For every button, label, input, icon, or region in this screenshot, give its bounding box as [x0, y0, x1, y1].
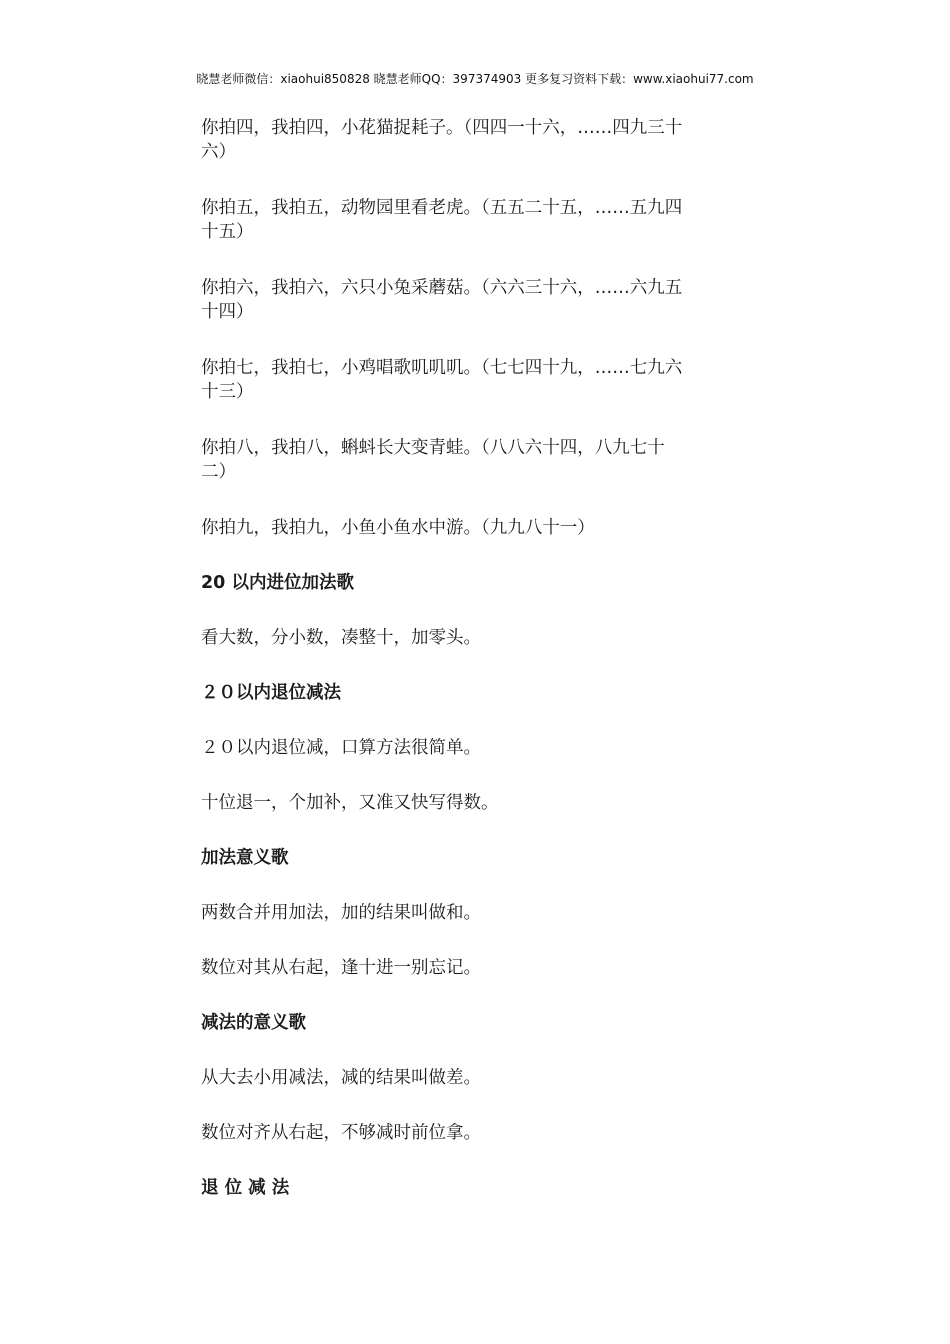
rhyme-line-continued: 二）: [201, 462, 236, 482]
rhyme-line: 你拍八，我拍八，蝌蚪长大变青蛙。（八八六十四，八九七十: [201, 438, 665, 458]
section-title-add-carry: 20 以内进位加法歌: [201, 573, 354, 593]
section-title-borrow-sub: 退 位 减 法: [201, 1178, 290, 1198]
rhyme-line-continued: 十五）: [201, 222, 254, 242]
rhyme-line: 你拍四，我拍四，小花猫捉耗子。（四四一十六，……四九三十: [201, 118, 683, 138]
section-line: ２０以内退位减，口算方法很简单。: [201, 738, 481, 758]
page-header: 晓慧老师微信：xiaohui850828 晓慧老师QQ：397374903 更多复习资料下载：www.xiaohui77.com: [196, 72, 754, 86]
rhyme-line: 你拍九，我拍九，小鱼小鱼水中游。（九九八十一）: [201, 518, 595, 538]
rhyme-line-continued: 六）: [201, 142, 236, 162]
section-line: 从大去小用减法，减的结果叫做差。: [201, 1068, 481, 1088]
rhyme-eight: [201, 436, 746, 484]
section-title-sub-borrow: ２０以内退位减法: [201, 683, 341, 703]
section-title-add-meaning: 加法意义歌: [201, 848, 289, 868]
section-line: 数位对其从右起，逢十进一别忘记。: [201, 958, 481, 978]
section-line: 数位对齐从右起，不够减时前位拿。: [201, 1123, 481, 1143]
section-line: 看大数，分小数，凑整十，加零头。: [201, 628, 481, 648]
rhyme-five: [201, 196, 746, 244]
rhyme-line-continued: 十四）: [201, 302, 254, 322]
rhyme-four: [201, 116, 746, 164]
rhyme-nine: [201, 516, 746, 540]
section-line: 两数合并用加法，加的结果叫做和。: [201, 903, 481, 923]
rhyme-seven: [201, 356, 746, 404]
section-title-sub-meaning: 减法的意义歌: [201, 1013, 306, 1033]
rhyme-six: [201, 276, 746, 324]
rhyme-line: 你拍七，我拍七，小鸡唱歌叽叽叽。（七七四十九，……七九六: [201, 358, 683, 378]
rhyme-line: 你拍六，我拍六，六只小兔采蘑菇。（六六三十六，……六九五: [201, 278, 683, 298]
rhyme-line: 你拍五，我拍五，动物园里看老虎。（五五二十五，……五九四: [201, 198, 683, 218]
section-line: 十位退一，个加补，又准又快写得数。: [201, 793, 499, 813]
rhyme-line-continued: 十三）: [201, 382, 254, 402]
